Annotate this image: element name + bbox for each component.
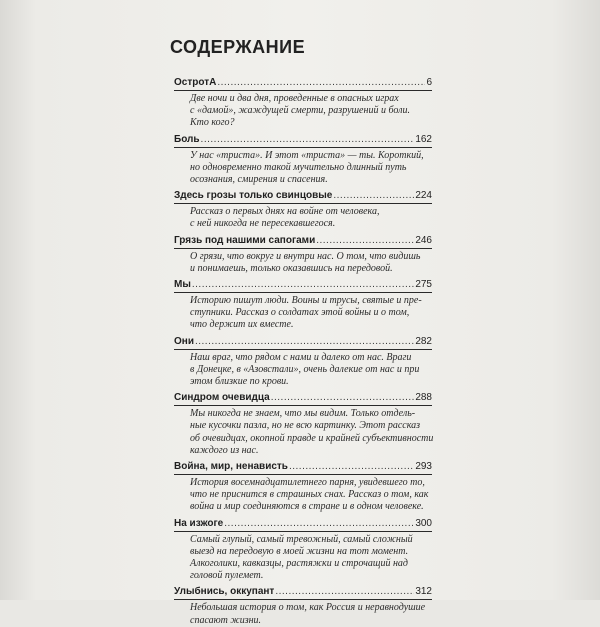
toc-entry-title: Они	[174, 335, 194, 347]
toc-entry	[174, 336, 432, 389]
toc-entry-title: Улыбнись, оккупант	[174, 586, 275, 598]
toc-page-number: 282	[415, 335, 432, 347]
toc-entry-description	[190, 352, 432, 389]
toc-entry-description	[190, 251, 432, 275]
toc-entry-description	[190, 408, 432, 457]
toc-entry-title: На изжоге	[174, 517, 224, 529]
toc-entry-header	[174, 134, 432, 148]
description-line: У нас «триста». И этот «триста» — ты. Короткий,	[190, 149, 424, 161]
dot-leader	[201, 134, 415, 146]
toc-entry-title: Синдром очевидца	[174, 392, 270, 404]
toc-entry	[174, 518, 432, 583]
toc-page-number: 6	[426, 77, 432, 88]
toc-entry-header	[174, 336, 432, 350]
description-line: что держит их вместе.	[190, 319, 294, 331]
description-line: выезд на передовую в моей жизни на тот момент.	[190, 545, 409, 557]
toc-page-number: 300	[415, 517, 432, 529]
description-line: ные кусочки пазла, но не всю картинку. Этот рассказ	[190, 420, 421, 432]
dot-leader	[316, 235, 414, 247]
description-line: в Донецке, в «Азовстали», очень далекие от нас и при	[190, 363, 420, 375]
toc-entry-title: Боль	[174, 133, 200, 145]
toc-entry	[174, 392, 432, 457]
description-line: Небольшая история о том, как Россия и неравнодушие	[190, 602, 426, 614]
toc-entry-description	[190, 295, 432, 332]
toc-entry-header	[174, 461, 432, 475]
description-line: Кто кого?	[190, 117, 235, 129]
description-line: О грязи, что вокруг и внутри нас. О том, что видишь	[190, 250, 421, 262]
page-title: СОДЕРЖАНИЕ	[170, 37, 306, 57]
description-line: этом близкие по крови.	[190, 376, 289, 388]
toc-page-number: 288	[415, 392, 432, 404]
toc-entry	[174, 134, 432, 187]
toc-entry-description	[190, 93, 432, 130]
description-line: Самый глупый, самый тревожный, самый сложный	[190, 533, 413, 545]
toc-entry-description	[190, 206, 432, 230]
toc-entry-header	[174, 190, 432, 204]
description-line: и понимаешь, только оказавшись на передовой.	[190, 262, 393, 274]
toc-entry	[174, 461, 432, 514]
toc-entry-header	[174, 279, 432, 293]
dot-leader	[192, 279, 414, 291]
description-line: Рассказ о первых днях на войне от человека,	[190, 206, 380, 218]
dot-leader	[224, 518, 414, 530]
table-of-contents	[174, 77, 432, 627]
toc-entry	[174, 586, 432, 626]
description-line: война и мир соединяются в стране и в одном человеке.	[190, 501, 424, 513]
toc-entry-header	[174, 518, 432, 532]
toc-entry	[174, 77, 432, 130]
toc-entry-header	[174, 586, 432, 600]
description-line: с ней никогда не пересекавшегося.	[190, 218, 336, 230]
description-line: головой пулемет.	[190, 570, 264, 582]
description-line: каждого из нас.	[190, 444, 259, 456]
toc-page-number: 246	[415, 234, 432, 246]
toc-entry-description	[190, 602, 432, 626]
toc-entry	[174, 235, 432, 275]
dot-leader	[333, 190, 414, 202]
toc-entry-title: Грязь под нашими сапогами	[174, 234, 316, 246]
description-line: осознания, смирения и спасения.	[190, 174, 328, 186]
toc-entry-title: ОстротА	[174, 77, 217, 88]
toc-entry-header	[174, 77, 432, 91]
description-line: с «дамой», жаждущей смерти, разрушений и боли.	[190, 105, 410, 117]
toc-entry	[174, 279, 432, 332]
toc-entry-title: Здесь грозы только свинцовые	[174, 190, 333, 202]
toc-entry-description	[190, 477, 432, 514]
dot-leader	[195, 336, 414, 348]
description-line: Алкоголики, кавказцы, растяжки и строчащий над	[190, 558, 408, 570]
description-line: Две ночи и два дня, проведенные в опасных играх	[190, 93, 399, 104]
toc-entry-header	[174, 392, 432, 406]
toc-entry	[174, 190, 432, 230]
dot-leader	[289, 461, 414, 473]
toc-page-number: 162	[415, 133, 432, 145]
description-line: что не приснится в страшных снах. Рассказ о том, как	[190, 489, 429, 501]
toc-page-number: 224	[415, 190, 432, 202]
dot-leader	[275, 586, 414, 598]
toc-entry-title: Мы	[174, 279, 191, 291]
dot-leader	[217, 77, 425, 89]
description-line: Мы никогда не знаем, что мы видим. Только отдель-	[190, 408, 416, 420]
description-line: Историю пишут люди. Воины и трусы, святые и пре-	[190, 295, 422, 307]
description-line: ступники. Рассказ о солдатах этой войны и о том,	[190, 307, 410, 319]
toc-entry-title: Война, мир, ненависть	[174, 461, 288, 473]
description-line: История восемнадцатилетнего парня, увидевшего то,	[190, 477, 425, 489]
description-line: спасают жизни.	[190, 614, 262, 626]
toc-entry-description	[190, 534, 432, 583]
toc-entry-header	[174, 235, 432, 249]
dot-leader	[271, 392, 415, 404]
description-line: но одновременно такой мучительно длинный путь	[190, 161, 407, 173]
description-line: об очевидцах, окопной правде и крайней субъективности	[190, 432, 434, 444]
toc-page-number: 275	[415, 279, 432, 291]
description-line: Наш враг, что рядом с нами и далеко от нас. Враги	[190, 351, 412, 363]
toc-entry-description	[190, 150, 432, 187]
toc-page-number: 293	[415, 461, 432, 473]
toc-page-number: 312	[415, 586, 432, 598]
